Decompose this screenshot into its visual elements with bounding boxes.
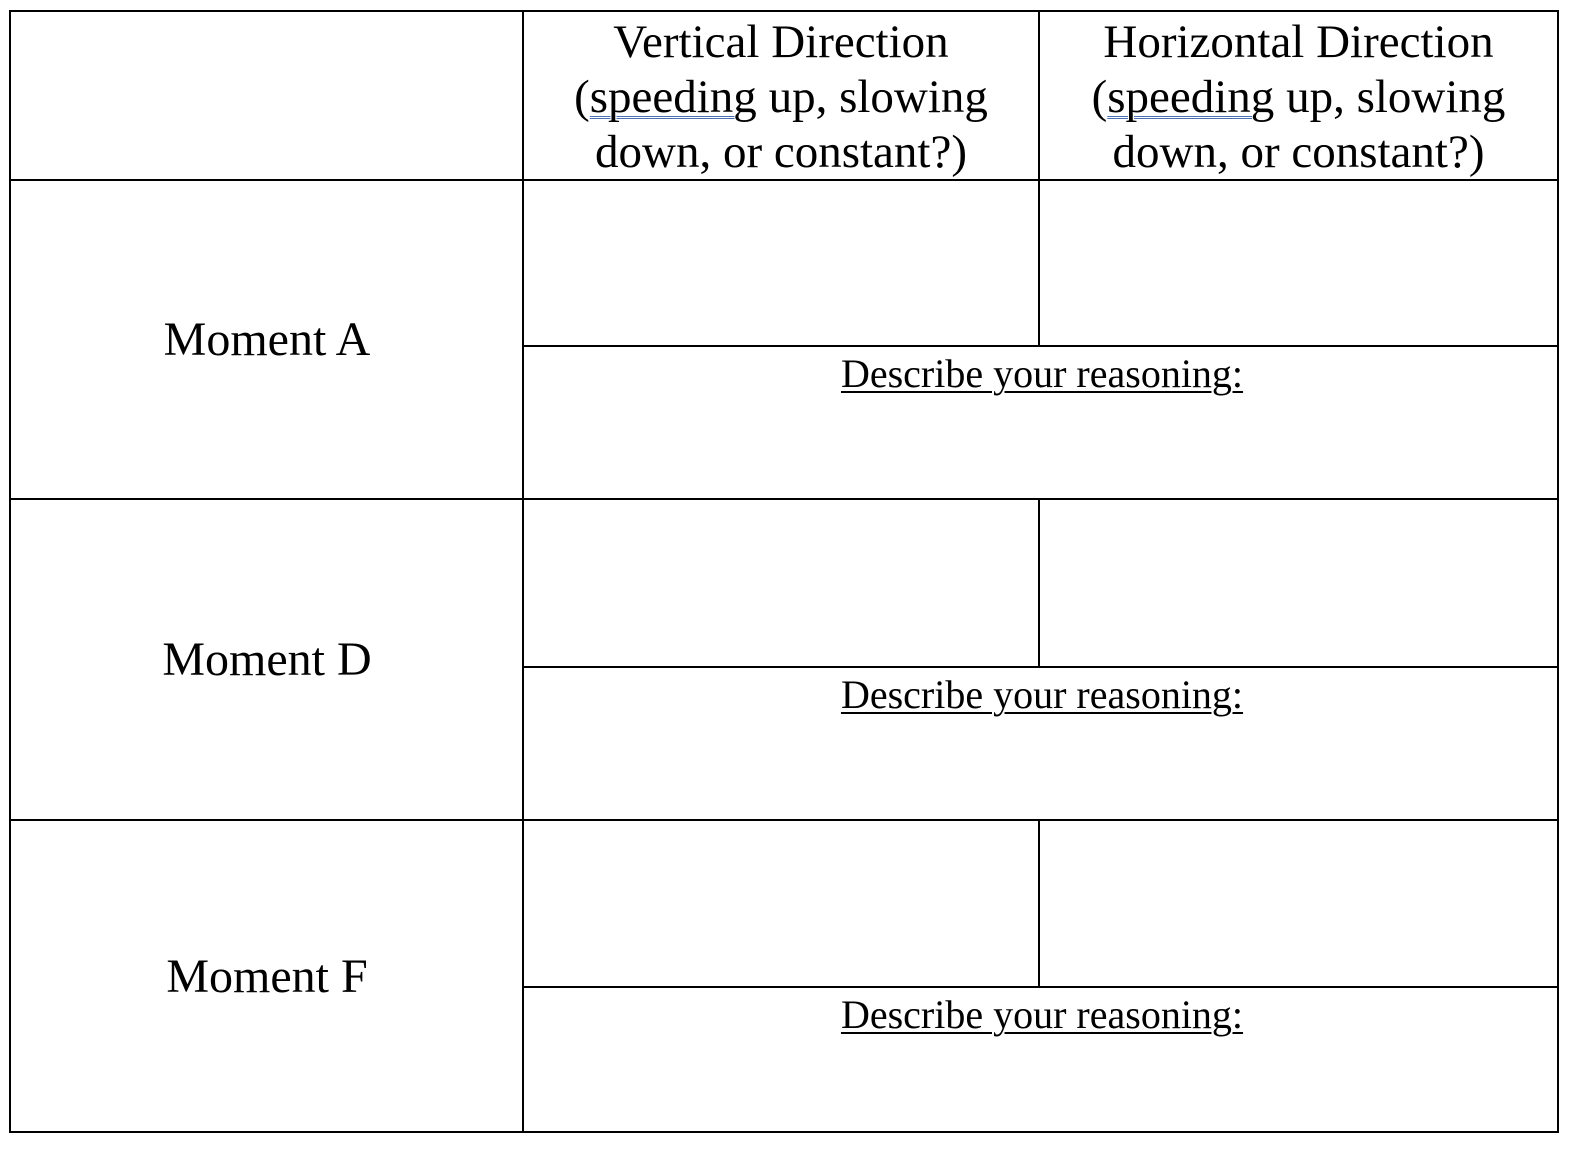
moment-d-vertical-answer-cell[interactable] [525, 501, 1037, 666]
header-vertical-line3: down, or constant?) [595, 125, 967, 178]
row-d-column-divider [1038, 498, 1040, 668]
moment-f-horizontal-answer-cell[interactable] [1041, 822, 1556, 986]
moment-f-reasoning-label: Describe your reasoning: [840, 992, 1244, 1037]
moment-a-reasoning-label: Describe your reasoning: [840, 351, 1244, 396]
header-horizontal-line3: down, or constant?) [1112, 125, 1485, 178]
header-corner-cell [11, 12, 522, 182]
row-label-moment-f [10, 821, 524, 1131]
header-vertical-line2 [574, 70, 988, 125]
moment-f-reasoning-cell[interactable] [525, 989, 1559, 1131]
header-vertical-line2-rest: up, slowing [756, 70, 988, 123]
row-f-column-divider [1038, 819, 1040, 988]
header-horizontal-open-paren: ( [1091, 70, 1108, 123]
header-horizontal-spellcheck-word: speeding [1107, 70, 1275, 123]
row-label-moment-a [10, 181, 524, 498]
row-label-moment-a-text: Moment A [163, 313, 371, 366]
header-vertical-open-paren: ( [574, 70, 590, 123]
header-vertical-spellcheck-word: speeding [589, 70, 757, 123]
row-label-moment-d-text: Moment D [162, 633, 372, 686]
header-horizontal-line2 [1092, 70, 1506, 125]
row-a-reasoning-divider [522, 345, 1559, 347]
moment-a-horizontal-answer-cell[interactable] [1041, 182, 1556, 345]
row-label-moment-f-text: Moment F [166, 949, 368, 1003]
row-a-column-divider [1038, 179, 1040, 347]
row-d-reasoning-divider [522, 666, 1559, 668]
moment-f-vertical-answer-cell[interactable] [525, 822, 1037, 986]
moment-a-reasoning-cell[interactable] [525, 348, 1559, 498]
row-f-reasoning-divider [522, 986, 1559, 988]
header-horizontal-line2-rest: up, slowing [1274, 70, 1506, 123]
moment-a-vertical-answer-cell[interactable] [525, 182, 1037, 345]
header-vertical-title: Vertical Direction [613, 15, 949, 68]
header-vertical-direction [524, 12, 1038, 182]
row-label-moment-d [10, 500, 524, 819]
table-border-bottom [9, 1131, 1559, 1133]
header-horizontal-title: Horizontal Direction [1103, 15, 1494, 68]
moment-d-horizontal-answer-cell[interactable] [1041, 501, 1556, 666]
moment-d-reasoning-label: Describe your reasoning: [840, 672, 1244, 717]
moment-d-reasoning-cell[interactable] [525, 669, 1559, 819]
header-horizontal-direction [1040, 12, 1557, 182]
